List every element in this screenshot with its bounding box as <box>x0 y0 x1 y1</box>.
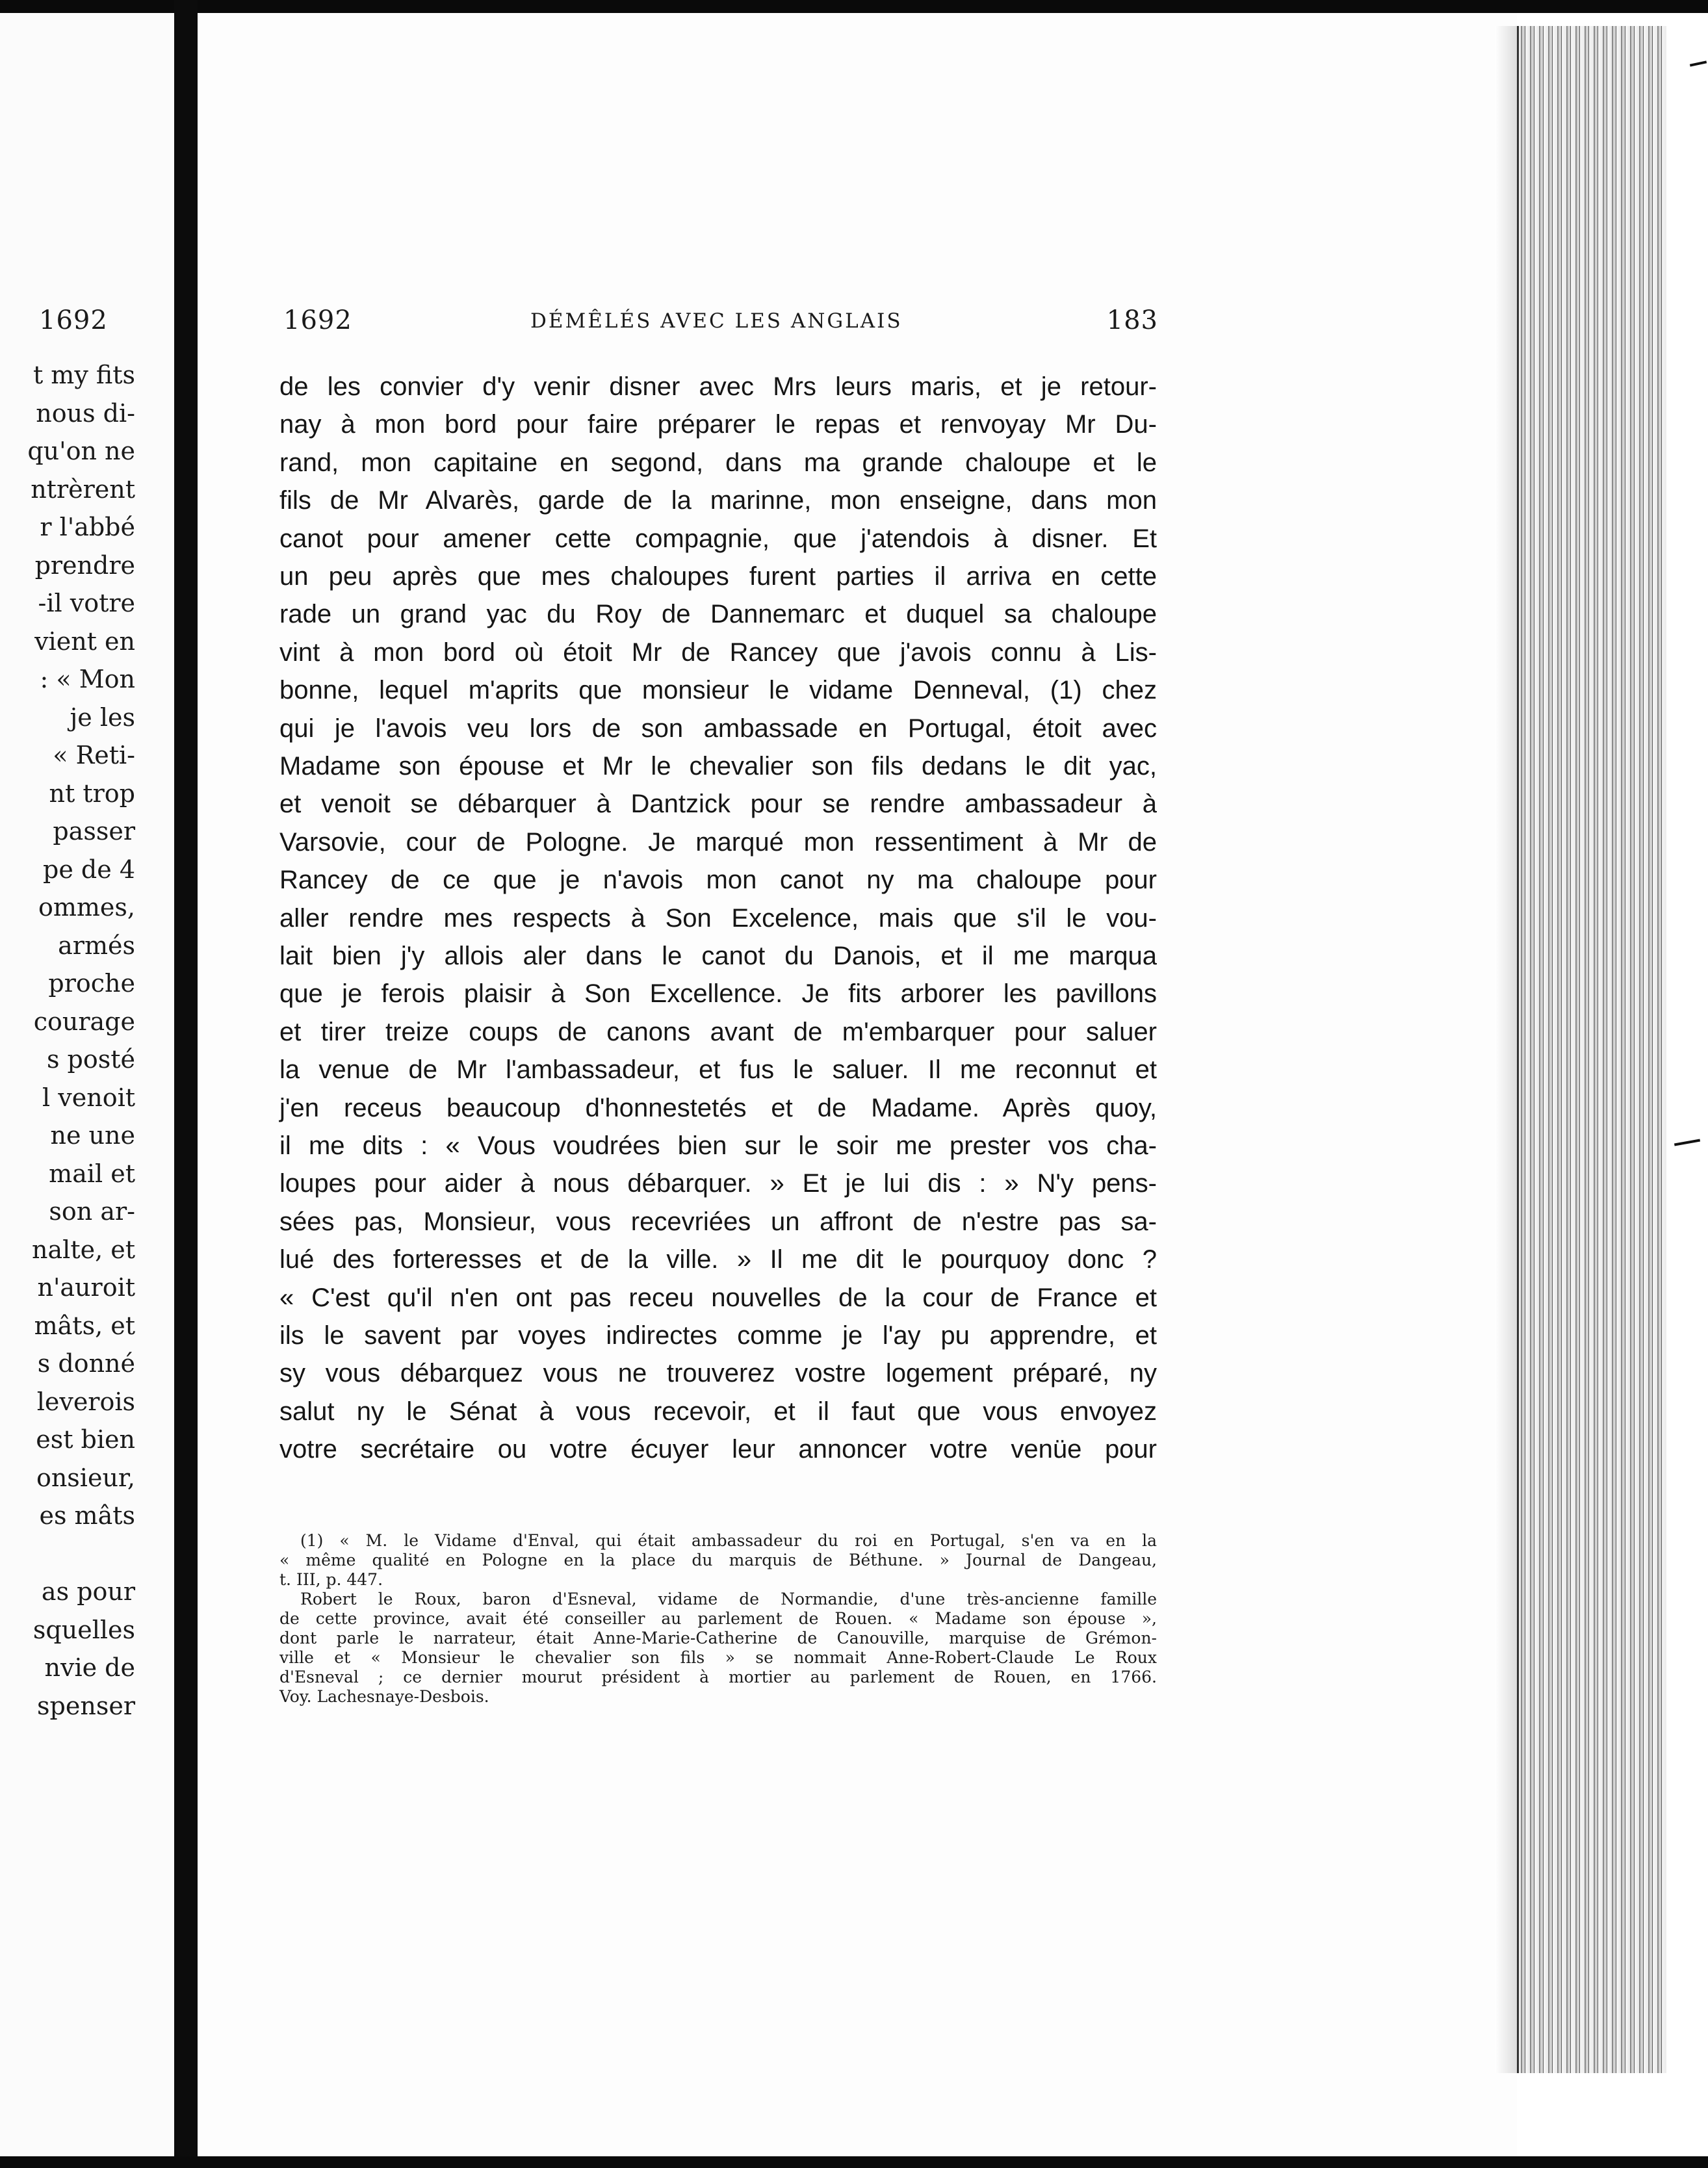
body-line: fils de Mr Alvarès, garde de la marinne, mon enseigne, dans mon <box>279 486 1157 515</box>
body-line: nay à mon bord pour faire préparer le repas et renvoyay Mr Du- <box>279 410 1157 439</box>
body-line: et tirer treize coups de canons avant de m'embarquer pour saluer <box>279 1017 1157 1046</box>
book-gutter <box>174 0 198 2168</box>
left-page-line: s posté <box>46 1045 135 1074</box>
left-page-line: est bien <box>36 1425 135 1454</box>
left-page-line: leverois <box>36 1387 135 1416</box>
left-page-line: l venoit <box>42 1083 135 1112</box>
footnote-line: dont parle le narrateur, était Anne-Marie-Catherine de Canouville, marquise de Grémon- <box>279 1629 1157 1647</box>
body-line: aller rendre mes respects à Son Excelence, mais que s'il le vou- <box>279 903 1157 933</box>
body-line: j'en receus beaucoup d'honnestetés et de Madame. Après quoy, <box>279 1093 1157 1122</box>
left-page-line: onsieur, <box>36 1463 135 1492</box>
left-page-line: es mâts <box>39 1501 135 1530</box>
left-page-line: armés <box>58 931 135 960</box>
body-line: qui je l'avois veu lors de son ambassade en Portugal, étoit avec <box>279 714 1157 743</box>
footnote-line: de cette province, avait été conseiller au parlement de Rouen. « Madame son épouse », <box>279 1609 1157 1628</box>
left-page-line: courage <box>33 1007 135 1036</box>
body-line: lué des forteresses et de la ville. » Il me dit le pourquoy donc ? <box>279 1245 1157 1274</box>
body-line: lait bien j'y allois aler dans le canot du Danois, et il me marqua <box>279 942 1157 970</box>
left-page-line: ne une <box>50 1121 135 1150</box>
running-header <box>283 305 1158 344</box>
header-year: 1692 <box>283 305 352 335</box>
body-line: salut ny le Sénat à vous recevoir, et il faut que vous envoyez <box>279 1397 1157 1426</box>
body-line: bonne, lequel m'aprits que monsieur le vidame Denneval, (1) chez <box>279 676 1157 705</box>
body-line: ils le savent par voyes indirectes comme je l'ay pu apprendre, et <box>279 1321 1157 1350</box>
body-line: la venue de Mr l'ambassadeur, et fus le saluer. Il me reconnut et <box>279 1055 1157 1085</box>
left-page-line: mail et <box>49 1159 135 1188</box>
left-page-line: nt trop <box>49 779 135 808</box>
left-page-line: qu'on ne <box>27 437 135 465</box>
body-line: de les convier d'y venir disner avec Mrs leurs maris, et je retour- <box>279 372 1157 401</box>
left-page-line: squelles <box>32 1615 135 1644</box>
body-line: il me dits : « Vous voudrées bien sur le soir me prester vos cha- <box>279 1131 1157 1160</box>
footnote-line: t. III, p. 447. <box>279 1570 383 1589</box>
body-line: canot pour amener cette compagnie, que j'atendois à disner. Et <box>279 524 1157 553</box>
book-page-edges <box>1517 26 1668 2073</box>
left-page-line: passer <box>53 817 135 845</box>
body-line: Rancey de ce que je n'avois mon canot ny ma chaloupe pour <box>279 866 1157 895</box>
left-page-line: : « Mon <box>40 665 135 693</box>
left-page-line: ntrèrent <box>31 474 135 504</box>
body-line: sées pas, Monsieur, vous recevriées un affront de n'estre pas sa- <box>279 1207 1157 1236</box>
body-line: Madame son épouse et Mr le chevalier son fils dedans le dit yac, <box>279 752 1157 781</box>
footnote-line: Voy. Lachesnaye-Desbois. <box>279 1687 489 1706</box>
footnote-line: (1) « M. le Vidame d'Enval, qui était ambassadeur du roi en Portugal, s'en va en la <box>300 1531 1157 1550</box>
body-line: loupes pour aider à nous débarquer. » Et je lui dis : » N'y pens- <box>279 1169 1157 1198</box>
footnote-line: Robert le Roux, baron d'Esneval, vidame de Normandie, d'une très-ancienne famille <box>300 1590 1157 1608</box>
left-page-line: pe de 4 <box>43 855 135 884</box>
left-page-line: son ar- <box>49 1197 135 1226</box>
body-line: vint à mon bord où étoit Mr de Rancey que j'avois connu à Lis- <box>279 638 1157 667</box>
left-page-line: r l'abbé <box>40 513 135 541</box>
left-page-line: vient en <box>34 626 135 656</box>
left-page-year: 1692 <box>39 305 108 335</box>
body-line: et venoit se débarquer à Dantzick pour se rendre ambassadeur à <box>279 790 1157 819</box>
left-page-line: nvie de <box>44 1653 135 1682</box>
left-page-line: as pour <box>41 1577 135 1606</box>
footnote-line: d'Esneval ; ce dernier mourut président à mortier au parlement de Rouen, en 1766. <box>279 1668 1157 1686</box>
page-edge-shadow <box>1495 26 1517 2073</box>
left-page-line: s donné <box>37 1349 135 1378</box>
left-page-line: nalte, et <box>32 1235 135 1264</box>
scan-border-bottom <box>0 2156 1708 2168</box>
left-page-line: ommes, <box>38 893 135 922</box>
footnote-line: « même qualité en Pologne en la place du marquis de Béthune. » Journal de Dangeau, <box>279 1551 1157 1569</box>
left-page-line: mâts, et <box>34 1311 135 1340</box>
body-line: rade un grand yac du Roy de Dannemarc et duquel sa chaloupe <box>279 600 1157 629</box>
footnote-line: ville et « Monsieur le chevalier son fils » se nommait Anne-Robert-Claude Le Roux <box>279 1648 1157 1667</box>
left-page-line: prendre <box>34 550 135 580</box>
left-page-line: je les <box>70 703 135 732</box>
body-line: un peu après que mes chaloupes furent parties il arriva en cette <box>279 562 1157 591</box>
left-page-line: spenser <box>37 1691 135 1720</box>
body-line: que je ferois plaisir à Son Excellence. Je fits arborer les pavillons <box>279 979 1157 1009</box>
scan-border-top <box>0 0 1708 13</box>
body-line: Varsovie, cour de Pologne. Je marqué mon ressentiment à Mr de <box>279 827 1157 857</box>
header-title: DÉMÊLÉS AVEC LES ANGLAIS <box>530 309 903 333</box>
body-line: sy vous débarquez vous ne trouverez vostre logement préparé, ny <box>279 1359 1157 1388</box>
body-line: rand, mon capitaine en segond, dans ma grande chaloupe et le <box>279 448 1157 477</box>
left-page-line: n'auroit <box>37 1273 135 1302</box>
body-line: « C'est qu'il n'en ont pas receu nouvelles de la cour de France et <box>279 1283 1157 1312</box>
left-page-line: nous di- <box>36 398 135 428</box>
left-page-line: proche <box>48 969 135 998</box>
left-page-line: « Reti- <box>53 741 135 769</box>
page-number: 183 <box>1106 305 1158 335</box>
scan-margin-right <box>1666 13 1708 2156</box>
body-line: votre secrétaire ou votre écuyer leur annoncer votre venüe pour <box>279 1435 1157 1464</box>
left-page-line: t my fits <box>32 361 135 389</box>
left-page-line: -il votre <box>38 589 135 617</box>
